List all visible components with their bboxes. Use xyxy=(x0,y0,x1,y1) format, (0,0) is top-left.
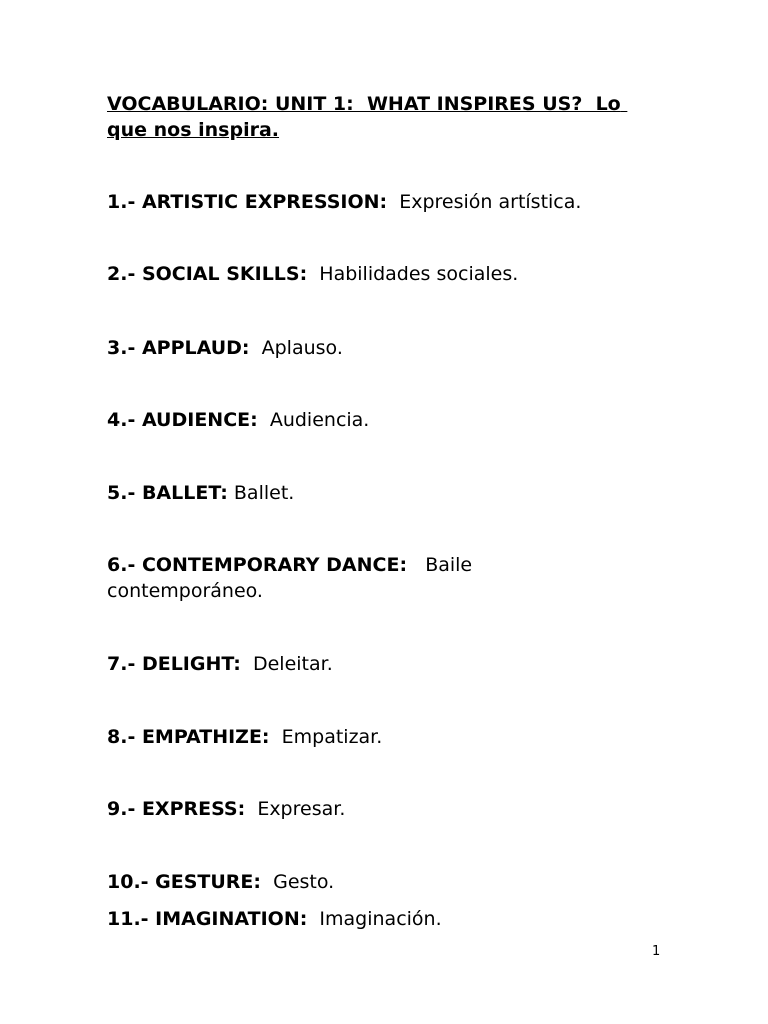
entry-term: 11.- IMAGINATION: xyxy=(107,908,308,930)
vocabulary-entry xyxy=(107,480,667,506)
entry-term: 6.- CONTEMPORARY DANCE: xyxy=(107,554,408,576)
entry-translation: Imaginación. xyxy=(319,908,442,930)
vocabulary-entry xyxy=(107,189,667,215)
vocabulary-entry xyxy=(107,407,667,433)
entry-term: 3.- APPLAUD: xyxy=(107,337,250,359)
entry-term: 2.- SOCIAL SKILLS: xyxy=(107,263,308,285)
entry-term: 5.- BALLET: xyxy=(107,482,228,504)
vocabulary-entry xyxy=(107,906,667,932)
entry-translation: Expresión artística. xyxy=(399,191,582,213)
entry-translation: Aplauso. xyxy=(261,337,343,359)
vocabulary-entry xyxy=(107,651,667,677)
entry-translation: Expresar. xyxy=(257,798,346,820)
entry-translation: Habilidades sociales. xyxy=(319,263,519,285)
entry-translation: Baile contemporáneo. xyxy=(107,554,473,602)
vocabulary-entry xyxy=(107,724,667,750)
entry-translation: Deleitar. xyxy=(252,653,333,675)
entry-term: 1.- ARTISTIC EXPRESSION: xyxy=(107,191,388,213)
entry-term: 9.- EXPRESS: xyxy=(107,798,246,820)
vocabulary-entry xyxy=(107,796,667,822)
vocabulary-entry xyxy=(107,261,667,287)
entry-translation: Audiencia. xyxy=(269,409,370,431)
entry-term: 8.- EMPATHIZE: xyxy=(107,726,270,748)
vocabulary-entry xyxy=(107,335,667,361)
entry-term: 4.- AUDIENCE: xyxy=(107,409,258,431)
entry-translation: Ballet. xyxy=(233,482,295,504)
document-title: VOCABULARIO: UNIT 1: WHAT INSPIRES US? Lo que nos inspira. xyxy=(107,93,628,141)
entry-translation: Empatizar. xyxy=(281,726,383,748)
entry-term: 7.- DELIGHT: xyxy=(107,653,241,675)
vocabulary-entry xyxy=(107,869,667,895)
page-number: 1 xyxy=(652,944,661,959)
vocabulary-entry xyxy=(107,552,527,604)
entry-term: 10.- GESTURE: xyxy=(107,871,262,893)
entry-translation: Gesto. xyxy=(273,871,335,893)
